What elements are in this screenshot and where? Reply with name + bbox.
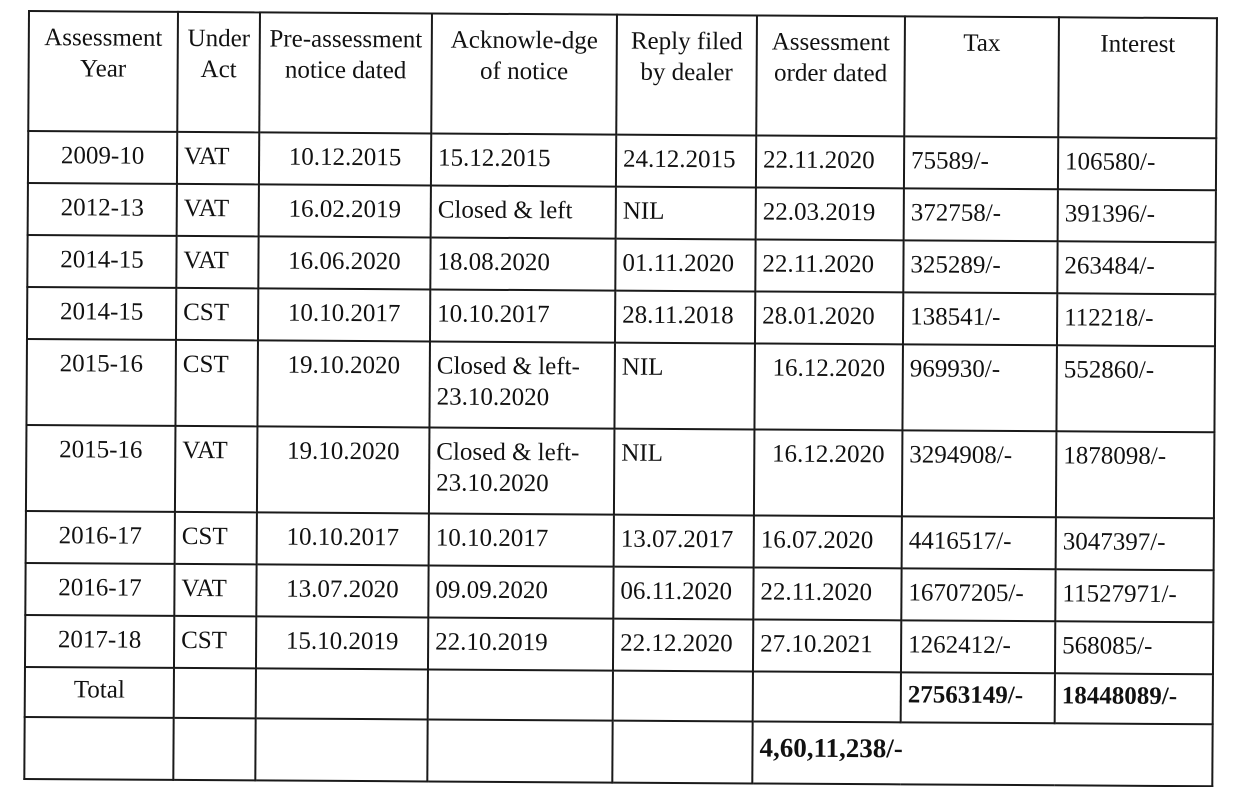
assessment-document [24, 10, 1216, 764]
header-reply-filed: Reply filed by dealer [616, 15, 757, 136]
cell-year: 2015-16 [26, 339, 176, 426]
cell-year: 2015-16 [26, 425, 176, 512]
total-label: Total [25, 667, 174, 718]
cell-notice-date: 10.10.2017 [258, 288, 430, 341]
header-acknowledge-notice: Acknowle-dge of notice [431, 13, 617, 134]
table-row [26, 339, 1215, 432]
cell-interest: 3047397/- [1056, 517, 1214, 570]
table-row [27, 287, 1215, 346]
cell-acknowledge: 18.08.2020 [430, 237, 615, 290]
empty-cell [428, 669, 613, 720]
cell-act: VAT [175, 426, 258, 512]
cell-order-date: 28.01.2020 [755, 291, 903, 344]
cell-acknowledge: Closed & left [431, 185, 616, 238]
cell-year: 2016-17 [26, 511, 175, 564]
cell-notice-date: 13.07.2020 [256, 564, 428, 617]
cell-order-date: 27.10.2021 [753, 619, 901, 672]
cell-year: 2012-13 [28, 183, 177, 236]
cell-acknowledge: Closed & left-23.10.2020 [429, 341, 615, 428]
cell-act: VAT [176, 236, 258, 288]
cell-tax: 1262412/- [901, 620, 1055, 673]
empty-cell [613, 671, 753, 722]
empty-cell [173, 718, 255, 780]
table-row [28, 183, 1216, 242]
cell-tax: 4416517/- [902, 516, 1056, 569]
empty-cell [256, 668, 428, 719]
cell-notice-date: 19.10.2020 [257, 426, 430, 513]
cell-reply: 28.11.2018 [615, 291, 755, 344]
header-tax: Tax [904, 16, 1059, 137]
cell-notice-date: 10.10.2017 [257, 512, 429, 565]
cell-interest: 11527971/- [1055, 569, 1213, 622]
cell-interest: 1878098/- [1056, 431, 1215, 518]
table-row [28, 131, 1216, 190]
cell-act: CST [174, 616, 256, 668]
cell-reply: NIL [614, 429, 755, 516]
cell-acknowledge: 15.12.2015 [431, 133, 616, 186]
cell-reply: 22.12.2020 [613, 619, 753, 672]
cell-acknowledge: 10.10.2017 [429, 513, 614, 566]
cell-reply: 01.11.2020 [615, 239, 755, 292]
cell-reply: 13.07.2017 [614, 515, 754, 568]
cell-notice-date: 16.06.2020 [258, 236, 430, 289]
cell-tax: 969930/- [902, 344, 1057, 431]
cell-acknowledge: 10.10.2017 [430, 289, 615, 342]
cell-interest: 568085/- [1055, 621, 1213, 674]
table-row [25, 563, 1213, 622]
cell-acknowledge: Closed & left-23.10.2020 [429, 427, 615, 514]
header-under-act: Under Act [177, 12, 260, 132]
table-row [25, 615, 1213, 674]
cell-order-date: 16.07.2020 [754, 515, 902, 568]
grand-total-row [24, 717, 1212, 786]
cell-order-date: 16.12.2020 [754, 429, 903, 516]
cell-tax: 325289/- [903, 240, 1057, 293]
cell-tax: 16707205/- [901, 568, 1055, 621]
cell-tax: 138541/- [903, 292, 1057, 345]
empty-cell [174, 668, 256, 718]
cell-order-date: 16.12.2020 [754, 343, 903, 430]
cell-act: CST [176, 288, 258, 340]
total-row [25, 667, 1213, 724]
assessment-table [23, 10, 1218, 787]
cell-reply: 06.11.2020 [613, 567, 753, 620]
cell-notice-date: 10.12.2015 [259, 132, 431, 185]
cell-act: CST [175, 512, 257, 564]
cell-year: 2009-10 [28, 131, 177, 184]
cell-tax: 3294908/- [902, 430, 1057, 517]
total-interest: 18448089/- [1055, 673, 1213, 724]
cell-order-date: 22.03.2019 [756, 187, 904, 240]
cell-notice-date: 16.02.2019 [259, 184, 431, 237]
table-row [26, 511, 1214, 570]
cell-year: 2014-15 [27, 235, 176, 288]
cell-reply: 24.12.2015 [616, 135, 756, 188]
cell-year: 2017-18 [25, 615, 174, 668]
total-tax: 27563149/- [901, 672, 1055, 723]
cell-order-date: 22.11.2020 [755, 239, 903, 292]
cell-acknowledge: 09.09.2020 [428, 565, 613, 618]
cell-tax: 75589/- [904, 136, 1058, 189]
empty-cell [612, 721, 752, 784]
cell-act: VAT [177, 132, 259, 184]
table-row [27, 235, 1215, 294]
cell-year: 2016-17 [25, 563, 174, 616]
grand-total-value: 4,60,11,238/- [752, 721, 1212, 786]
cell-year: 2014-15 [27, 287, 176, 340]
cell-reply: NIL [614, 343, 755, 430]
cell-act: CST [175, 340, 258, 426]
table-row [26, 425, 1215, 518]
cell-interest: 391396/- [1058, 189, 1216, 242]
header-assessment-order: Assessment order dated [756, 15, 905, 136]
cell-order-date: 22.11.2020 [756, 135, 904, 188]
empty-cell [753, 671, 901, 722]
empty-cell [255, 718, 427, 781]
header-row [28, 11, 1217, 138]
empty-cell [427, 719, 612, 782]
cell-acknowledge: 22.10.2019 [428, 617, 613, 670]
header-interest: Interest [1058, 17, 1217, 138]
cell-interest: 263484/- [1057, 241, 1215, 294]
cell-notice-date: 19.10.2020 [257, 340, 430, 427]
cell-order-date: 22.11.2020 [753, 567, 901, 620]
empty-cell [24, 717, 173, 780]
cell-act: VAT [174, 564, 256, 616]
header-assessment-year: Assessment Year [28, 11, 178, 132]
cell-interest: 552860/- [1056, 345, 1215, 432]
cell-interest: 112218/- [1057, 293, 1215, 346]
cell-tax: 372758/- [904, 188, 1058, 241]
cell-act: VAT [177, 184, 259, 236]
cell-interest: 106580/- [1058, 137, 1216, 190]
header-pre-assessment-notice: Pre-assessment notice dated [259, 12, 432, 133]
cell-notice-date: 15.10.2019 [256, 616, 428, 669]
cell-reply: NIL [616, 187, 756, 240]
